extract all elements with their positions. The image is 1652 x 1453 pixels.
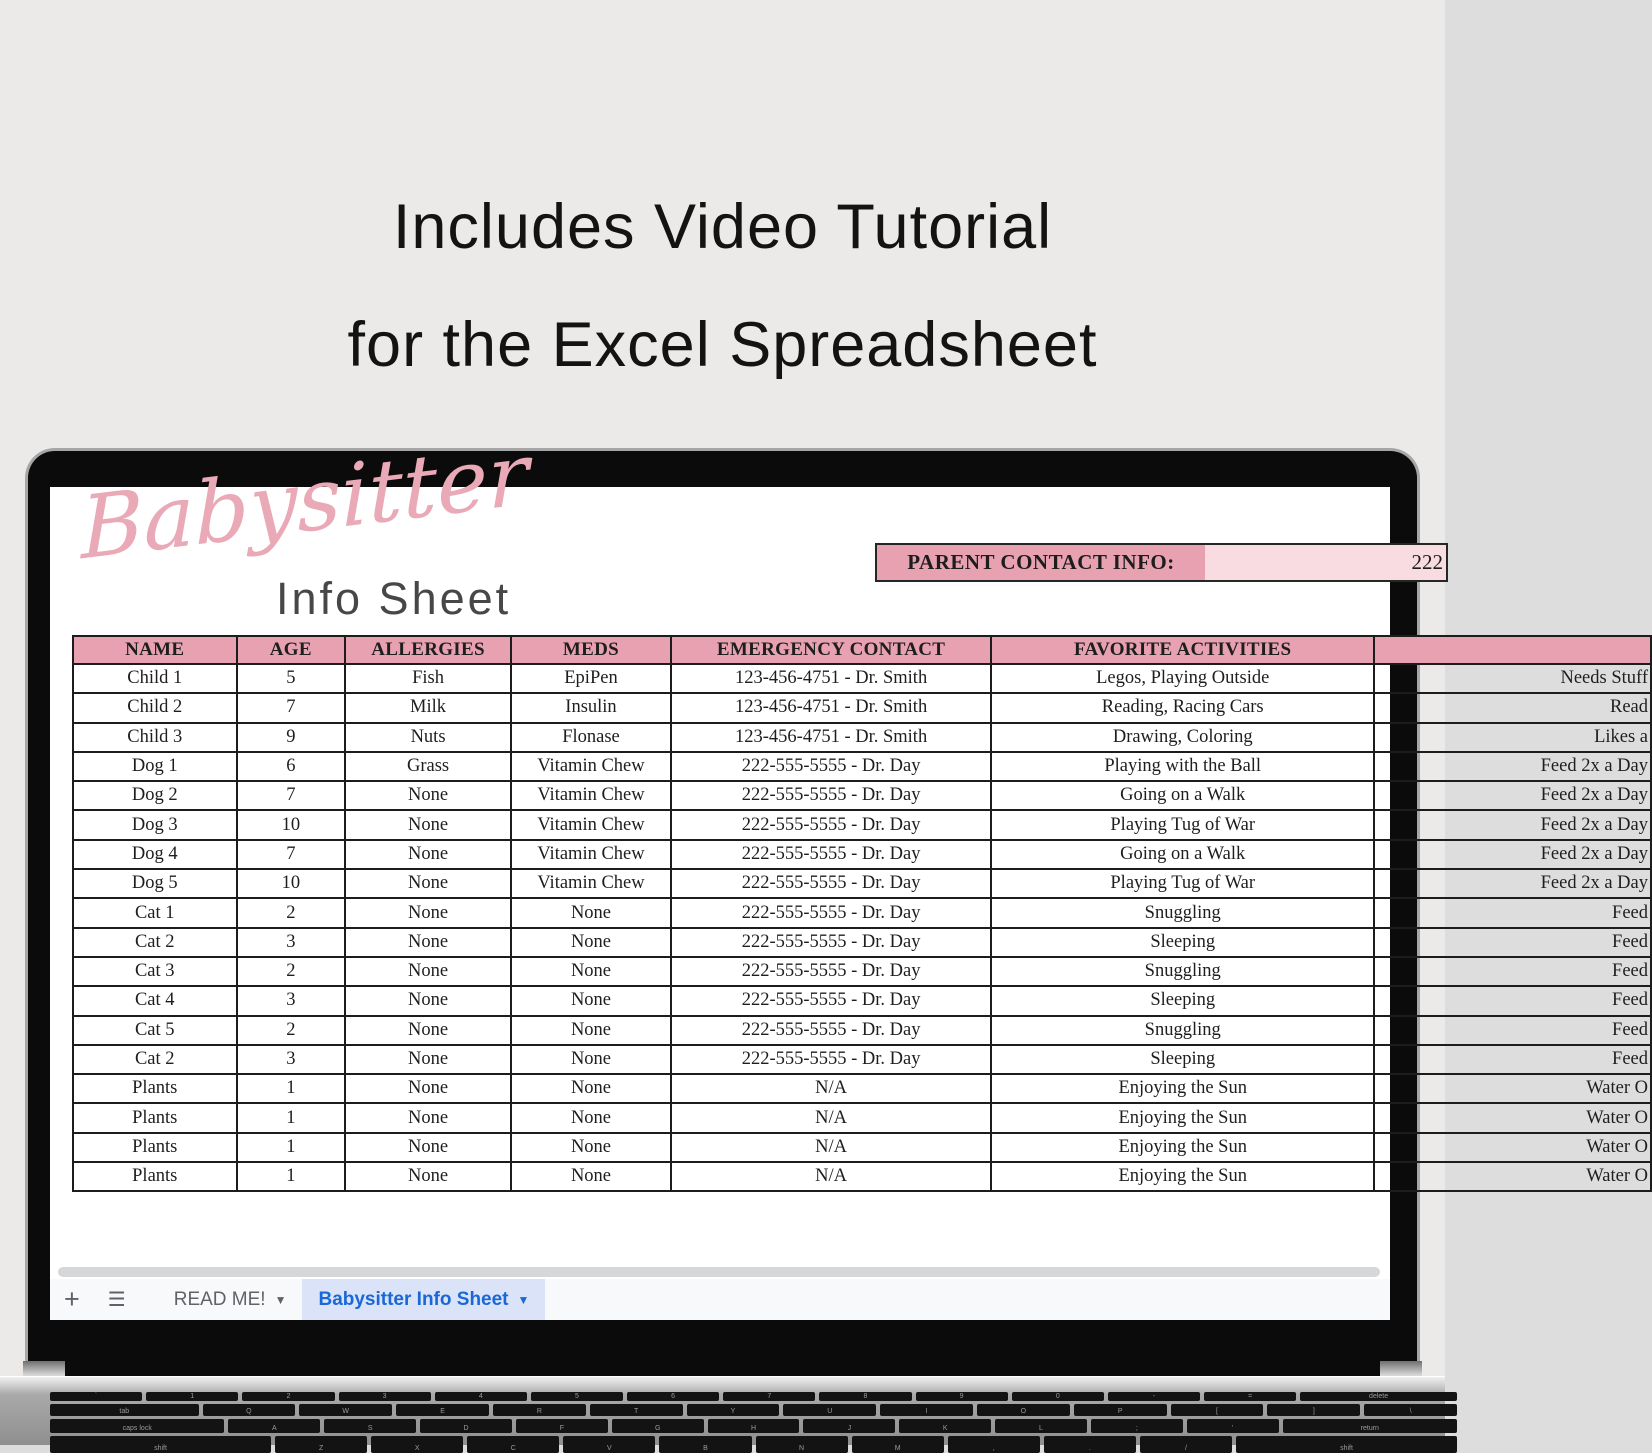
key--: ` xyxy=(50,1392,142,1401)
keyboard-row xyxy=(50,1419,1457,1433)
table-cell[interactable]: Legos, Playing Outside xyxy=(991,664,1374,693)
key-j: J xyxy=(803,1419,895,1433)
table-cell[interactable]: 222-555-5555 - Dr. Day xyxy=(671,840,991,869)
table-cell[interactable]: None xyxy=(511,1133,671,1162)
table-cell[interactable]: Cat 1 xyxy=(73,898,237,927)
babysitter-info-table xyxy=(72,635,1652,1192)
key--: ; xyxy=(1091,1419,1183,1433)
table-cell[interactable]: Vitamin Chew xyxy=(511,752,671,781)
table-cell[interactable]: Plants xyxy=(73,1162,237,1191)
table-cell[interactable]: Feed xyxy=(1374,898,1651,927)
table-cell[interactable]: None xyxy=(345,810,511,839)
key-9: 9 xyxy=(916,1392,1008,1401)
table-cell[interactable]: 222-555-5555 - Dr. Day xyxy=(671,1016,991,1045)
table-cell[interactable]: 222-555-5555 - Dr. Day xyxy=(671,898,991,927)
parent-contact-label-cell: PARENT CONTACT INFO: xyxy=(875,543,1207,582)
tab-dropdown-icon[interactable]: ▼ xyxy=(274,1292,287,1307)
table-cell[interactable]: Dog 3 xyxy=(73,810,237,839)
table-cell[interactable]: Enjoying the Sun xyxy=(991,1133,1374,1162)
table-cell[interactable]: Snuggling xyxy=(991,957,1374,986)
table-cell[interactable]: 7 xyxy=(237,781,346,810)
table-row xyxy=(73,957,1651,986)
table-cell[interactable]: Water O xyxy=(1374,1162,1651,1191)
key-g: G xyxy=(612,1419,704,1433)
key-caps-lock: caps lock xyxy=(50,1419,224,1433)
key--: - xyxy=(1108,1392,1200,1401)
table-header-row xyxy=(73,636,1651,664)
key-w: W xyxy=(299,1404,392,1416)
table-cell[interactable]: Snuggling xyxy=(991,1016,1374,1045)
key--: ' xyxy=(1187,1419,1279,1433)
table-cell[interactable]: Playing with the Ball xyxy=(991,752,1374,781)
table-cell[interactable]: N/A xyxy=(671,1074,991,1103)
table-cell[interactable]: Sleeping xyxy=(991,928,1374,957)
table-cell[interactable]: 6 xyxy=(237,752,346,781)
keyboard-deck xyxy=(0,1376,1445,1452)
table-cell[interactable]: Cat 5 xyxy=(73,1016,237,1045)
laptop-screen xyxy=(50,424,1648,1320)
table-cell[interactable]: Flonase xyxy=(511,723,671,752)
table-cell[interactable]: Feed xyxy=(1374,1016,1651,1045)
key-3: 3 xyxy=(339,1392,431,1401)
table-cell[interactable]: Vitamin Chew xyxy=(511,810,671,839)
table-cell[interactable]: None xyxy=(345,1074,511,1103)
table-cell[interactable]: Sleeping xyxy=(991,1045,1374,1074)
key-e: E xyxy=(396,1404,489,1416)
table-cell[interactable]: 1 xyxy=(237,1162,346,1191)
table-cell[interactable]: Milk xyxy=(345,693,511,722)
laptop xyxy=(25,424,1648,1378)
table-cell[interactable]: Feed xyxy=(1374,1045,1651,1074)
table-cell[interactable]: Plants xyxy=(73,1103,237,1132)
key-n: N xyxy=(756,1436,848,1453)
table-cell[interactable]: 1 xyxy=(237,1103,346,1132)
table-cell[interactable]: 2 xyxy=(237,1016,346,1045)
parent-contact-value-cell[interactable]: 222 xyxy=(1205,543,1448,582)
key--: , xyxy=(948,1436,1040,1453)
hero-line-2: for the Excel Spreadsheet xyxy=(347,310,1098,380)
table-cell[interactable]: None xyxy=(345,1162,511,1191)
keyboard-row xyxy=(50,1392,1457,1401)
tab-dropdown-icon[interactable]: ▼ xyxy=(517,1292,530,1307)
table-cell[interactable]: Reading, Racing Cars xyxy=(991,693,1374,722)
key-8: 8 xyxy=(819,1392,911,1401)
table-cell[interactable]: Needs Stuff xyxy=(1374,664,1651,693)
logo-subtitle: Info Sheet xyxy=(276,573,512,624)
table-cell[interactable]: Vitamin Chew xyxy=(511,840,671,869)
table-cell[interactable]: 9 xyxy=(237,723,346,752)
header-emergency-contact[interactable]: EMERGENCY CONTACT xyxy=(671,636,991,664)
table-row xyxy=(73,810,1651,839)
key-c: C xyxy=(467,1436,559,1453)
table-cell[interactable]: 222-555-5555 - Dr. Day xyxy=(671,928,991,957)
table-row xyxy=(73,1103,1651,1132)
table-cell[interactable]: Sleeping xyxy=(991,986,1374,1015)
key-shift: shift xyxy=(1236,1436,1457,1453)
key-4: 4 xyxy=(435,1392,527,1401)
table-cell[interactable]: 1 xyxy=(237,1074,346,1103)
table-cell[interactable]: Child 3 xyxy=(73,723,237,752)
table-cell[interactable]: Child 2 xyxy=(73,693,237,722)
table-cell[interactable]: 222-555-5555 - Dr. Day xyxy=(671,752,991,781)
table-cell[interactable]: Going on a Walk xyxy=(991,781,1374,810)
sheet-tab-babysitter-info-sheet[interactable] xyxy=(302,1279,545,1320)
table-cell[interactable]: 222-555-5555 - Dr. Day xyxy=(671,781,991,810)
key-tab: tab xyxy=(50,1404,199,1416)
table-cell[interactable]: None xyxy=(345,898,511,927)
key-p: P xyxy=(1074,1404,1167,1416)
key-i: I xyxy=(880,1404,973,1416)
sheet-tab-label: Babysitter Info Sheet xyxy=(318,1288,509,1310)
table-cell[interactable]: Dog 5 xyxy=(73,869,237,898)
table-cell[interactable]: None xyxy=(511,1074,671,1103)
table-cell[interactable]: Going on a Walk xyxy=(991,840,1374,869)
table-cell[interactable]: 5 xyxy=(237,664,346,693)
table-cell[interactable]: Child 1 xyxy=(73,664,237,693)
sheet-tab-read-me-[interactable] xyxy=(158,1279,303,1320)
key-u: U xyxy=(783,1404,876,1416)
keyboard-row xyxy=(50,1436,1457,1453)
table-cell[interactable]: N/A xyxy=(671,1103,991,1132)
table-cell[interactable]: None xyxy=(345,1016,511,1045)
table-cell[interactable]: Feed 2x a Day xyxy=(1374,810,1651,839)
key-x: X xyxy=(371,1436,463,1453)
table-cell[interactable]: 222-555-5555 - Dr. Day xyxy=(671,810,991,839)
header-favorite-activities[interactable]: FAVORITE ACTIVITIES xyxy=(991,636,1374,664)
table-cell[interactable]: N/A xyxy=(671,1133,991,1162)
table-cell[interactable]: 7 xyxy=(237,693,346,722)
table-row xyxy=(73,1133,1651,1162)
key-6: 6 xyxy=(627,1392,719,1401)
table-cell[interactable]: 222-555-5555 - Dr. Day xyxy=(671,957,991,986)
table-cell[interactable]: Playing Tug of War xyxy=(991,810,1374,839)
table-cell[interactable]: Read xyxy=(1374,693,1651,722)
key-z: Z xyxy=(275,1436,367,1453)
table-cell[interactable]: Plants xyxy=(73,1074,237,1103)
header-age[interactable]: AGE xyxy=(237,636,346,664)
key--: [ xyxy=(1171,1404,1264,1416)
key--: . xyxy=(1044,1436,1136,1453)
table-cell[interactable]: 3 xyxy=(237,1045,346,1074)
sheet-tabs xyxy=(126,1279,546,1320)
header-allergies[interactable]: ALLERGIES xyxy=(345,636,511,664)
table-cell[interactable]: 123-456-4751 - Dr. Smith xyxy=(671,693,991,722)
table-cell[interactable]: Fish xyxy=(345,664,511,693)
key-a: A xyxy=(228,1419,320,1433)
table-cell[interactable]: 10 xyxy=(237,810,346,839)
key-q: Q xyxy=(203,1404,296,1416)
key-7: 7 xyxy=(723,1392,815,1401)
key-v: V xyxy=(563,1436,655,1453)
table-row xyxy=(73,1074,1651,1103)
table-cell[interactable]: 123-456-4751 - Dr. Smith xyxy=(671,664,991,693)
table-cell[interactable]: 123-456-4751 - Dr. Smith xyxy=(671,723,991,752)
key-l: L xyxy=(995,1419,1087,1433)
header-name[interactable]: NAME xyxy=(73,636,237,664)
table-cell[interactable]: Dog 1 xyxy=(73,752,237,781)
table-row xyxy=(73,986,1651,1015)
table-cell[interactable]: Enjoying the Sun xyxy=(991,1162,1374,1191)
table-cell[interactable]: Playing Tug of War xyxy=(991,869,1374,898)
table-cell[interactable]: Cat 4 xyxy=(73,986,237,1015)
table-row xyxy=(73,928,1651,957)
key-k: K xyxy=(899,1419,991,1433)
table-cell[interactable]: Feed xyxy=(1374,957,1651,986)
key-f: F xyxy=(516,1419,608,1433)
logo-script-text: Babysitter xyxy=(80,424,530,580)
table-cell[interactable]: None xyxy=(345,869,511,898)
key--: = xyxy=(1204,1392,1296,1401)
key-h: H xyxy=(708,1419,800,1433)
table-row xyxy=(73,869,1651,898)
table-row xyxy=(73,752,1651,781)
keyboard-keys xyxy=(50,1392,1457,1453)
table-cell[interactable]: None xyxy=(345,781,511,810)
table-row xyxy=(73,1016,1651,1045)
table-cell[interactable]: Likes a xyxy=(1374,723,1651,752)
key-s: S xyxy=(324,1419,416,1433)
table-cell[interactable]: Feed 2x a Day xyxy=(1374,781,1651,810)
table-cell[interactable]: None xyxy=(345,1133,511,1162)
table-cell[interactable]: 222-555-5555 - Dr. Day xyxy=(671,869,991,898)
table-cell[interactable]: Cat 3 xyxy=(73,957,237,986)
table-cell[interactable]: 7 xyxy=(237,840,346,869)
table-row xyxy=(73,664,1651,693)
key-r: R xyxy=(493,1404,586,1416)
table-cell[interactable]: Cat 2 xyxy=(73,1045,237,1074)
table-cell[interactable]: 10 xyxy=(237,869,346,898)
table-cell[interactable]: None xyxy=(345,986,511,1015)
hero-line-1: Includes Video Tutorial xyxy=(392,192,1053,262)
header-meds[interactable]: MEDS xyxy=(511,636,671,664)
table-cell[interactable]: Vitamin Chew xyxy=(511,781,671,810)
header-notes[interactable] xyxy=(1374,636,1651,664)
table-row xyxy=(73,840,1651,869)
key--: ] xyxy=(1267,1404,1360,1416)
table-cell[interactable]: 2 xyxy=(237,898,346,927)
key-m: M xyxy=(852,1436,944,1453)
table-cell[interactable]: None xyxy=(511,898,671,927)
table-cell[interactable]: None xyxy=(511,1016,671,1045)
table-cell[interactable]: None xyxy=(345,928,511,957)
all-sheets-menu-icon[interactable]: ☰ xyxy=(107,1288,126,1311)
table-cell[interactable]: Feed 2x a Day xyxy=(1374,840,1651,869)
table-cell[interactable]: Dog 2 xyxy=(73,781,237,810)
table-cell[interactable]: None xyxy=(511,928,671,957)
keyboard-row xyxy=(50,1404,1457,1416)
sheet-tab-label: READ ME! xyxy=(173,1288,266,1310)
key--: \ xyxy=(1364,1404,1457,1416)
table-cell[interactable]: Water O xyxy=(1374,1133,1651,1162)
table-cell[interactable]: Cat 2 xyxy=(73,928,237,957)
table-cell[interactable]: None xyxy=(511,1045,671,1074)
table-cell[interactable]: 3 xyxy=(237,986,346,1015)
table-cell[interactable]: Enjoying the Sun xyxy=(991,1074,1374,1103)
sheet-table-body xyxy=(73,664,1651,1191)
key-b: B xyxy=(659,1436,751,1453)
table-cell[interactable]: None xyxy=(511,986,671,1015)
table-cell[interactable]: None xyxy=(345,840,511,869)
table-row xyxy=(73,693,1651,722)
table-cell[interactable]: 222-555-5555 - Dr. Day xyxy=(671,1045,991,1074)
table-cell[interactable]: None xyxy=(345,957,511,986)
table-row xyxy=(73,723,1651,752)
table-cell[interactable]: Water O xyxy=(1374,1074,1651,1103)
table-cell[interactable]: 2 xyxy=(237,957,346,986)
key-1: 1 xyxy=(146,1392,238,1401)
table-cell[interactable]: Feed xyxy=(1374,928,1651,957)
key-o: O xyxy=(977,1404,1070,1416)
horizontal-scrollbar[interactable] xyxy=(58,1267,1380,1277)
table-cell[interactable]: None xyxy=(345,1103,511,1132)
table-cell[interactable]: Feed 2x a Day xyxy=(1374,869,1651,898)
table-cell[interactable]: None xyxy=(345,1045,511,1074)
table-cell[interactable]: Feed 2x a Day xyxy=(1374,752,1651,781)
table-cell[interactable]: Nuts xyxy=(345,723,511,752)
table-cell[interactable]: None xyxy=(511,1162,671,1191)
table-cell[interactable]: N/A xyxy=(671,1162,991,1191)
table-cell[interactable]: Snuggling xyxy=(991,898,1374,927)
table-cell[interactable]: Insulin xyxy=(511,693,671,722)
key--: / xyxy=(1140,1436,1232,1453)
key-y: Y xyxy=(687,1404,780,1416)
table-cell[interactable]: Feed xyxy=(1374,986,1651,1015)
hero-heading xyxy=(0,168,1445,404)
table-row xyxy=(73,1045,1651,1074)
table-cell[interactable]: 3 xyxy=(237,928,346,957)
table-cell[interactable]: EpiPen xyxy=(511,664,671,693)
table-cell[interactable]: Enjoying the Sun xyxy=(991,1103,1374,1132)
table-cell[interactable]: Plants xyxy=(73,1133,237,1162)
key-2: 2 xyxy=(242,1392,334,1401)
add-sheet-icon[interactable]: + xyxy=(64,1284,80,1314)
key-shift: shift xyxy=(50,1436,271,1453)
key-return: return xyxy=(1283,1419,1457,1433)
table-cell[interactable]: Dog 4 xyxy=(73,840,237,869)
key-t: T xyxy=(590,1404,683,1416)
key-d: D xyxy=(420,1419,512,1433)
table-cell[interactable]: Water O xyxy=(1374,1103,1651,1132)
table-cell[interactable]: 1 xyxy=(237,1133,346,1162)
table-cell[interactable]: Grass xyxy=(345,752,511,781)
table-cell[interactable]: None xyxy=(511,957,671,986)
table-cell[interactable]: None xyxy=(511,1103,671,1132)
table-row xyxy=(73,898,1651,927)
table-row xyxy=(73,1162,1651,1191)
key-5: 5 xyxy=(531,1392,623,1401)
table-cell[interactable]: 222-555-5555 - Dr. Day xyxy=(671,986,991,1015)
table-row xyxy=(73,781,1651,810)
sheet-tabbar xyxy=(50,1279,1390,1320)
table-cell[interactable]: Vitamin Chew xyxy=(511,869,671,898)
table-cell[interactable]: Drawing, Coloring xyxy=(991,723,1374,752)
key-0: 0 xyxy=(1012,1392,1104,1401)
key-delete: delete xyxy=(1300,1392,1457,1401)
